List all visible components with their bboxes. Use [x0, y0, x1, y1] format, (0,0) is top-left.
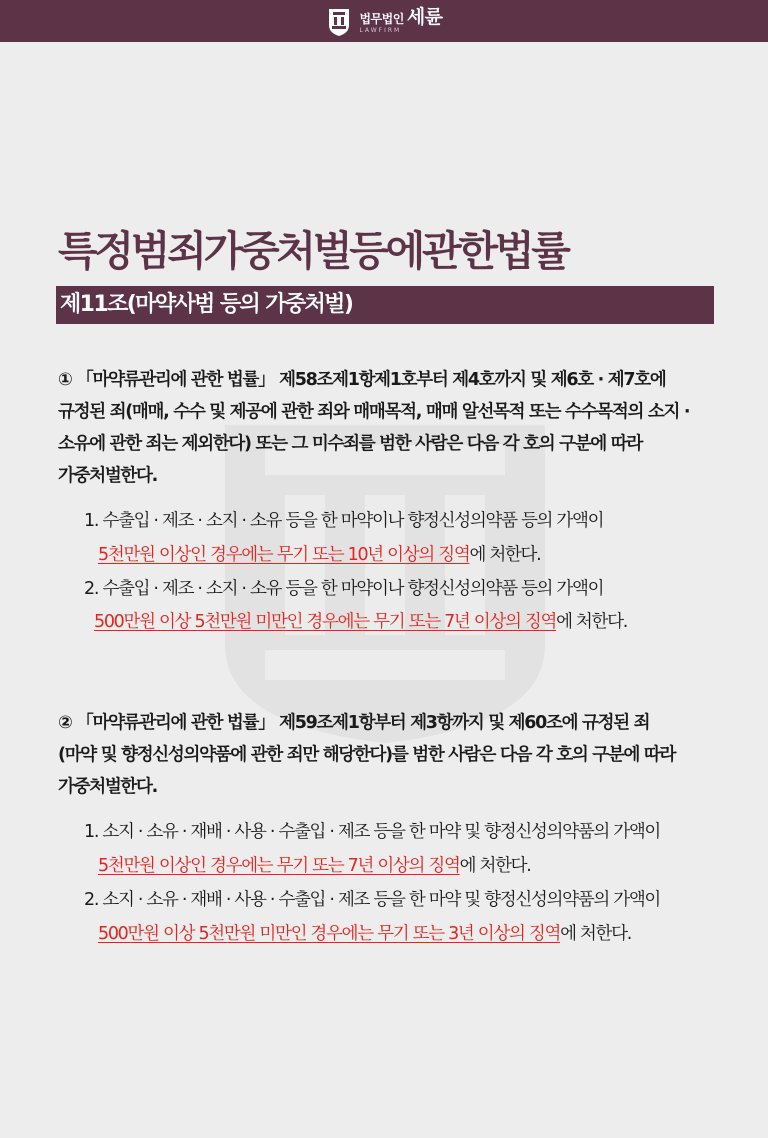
clause-1-item-1-lead: 1. 수출입 · 제조 · 소지 · 소유 등을 한 마약이나 향정신성의약품 등의 가액이 — [84, 511, 604, 531]
firm-name: 세륜 — [406, 6, 443, 28]
article-title: 제11조(마약사범 등의 가중처벌) — [56, 286, 714, 324]
firm-subtitle: LAWFIRM — [359, 27, 402, 34]
penalty-tail: 에 처한다. — [469, 545, 541, 565]
clause-2-item-2-lead: 2. 소지 · 소유 · 재배 · 사용 · 수출입 · 제조 등을 한 마약 및 향정신성의약품의 가액이 — [84, 890, 661, 910]
clause-2-line: ② 「마약류관리에 관한 법률」 제59조제1항부터 제3항까지 및 제60조에 규정된 죄 — [58, 713, 650, 733]
firm-emblem-icon — [325, 5, 353, 37]
penalty-tail: 에 처한다. — [459, 856, 531, 876]
firm-type-label: 법무법인 — [359, 12, 404, 26]
penalty-text: 5천만원 이상인 경우에는 무기 또는 7년 이상의 징역 — [98, 856, 460, 876]
clause-1-item-1-penalty-line — [98, 538, 738, 572]
clause-1-line: 소유에 관한 죄는 제외한다) 또는 그 미수죄를 범한 사람은 다음 각 호의 구분에 따라 — [58, 434, 642, 454]
clause-1-item-2-penalty-line — [94, 605, 734, 639]
clause-2-line: 가중처벌한다. — [58, 777, 157, 797]
clause-1-line: ① 「마약류관리에 관한 법률」 제58조제1항제1호부터 제4호까지 및 제6호 · 제7호에 — [58, 370, 666, 390]
penalty-text: 500만원 이상 5천만원 미만인 경우에는 무기 또는 3년 이상의 징역 — [98, 924, 561, 944]
penalty-tail: 에 처한다. — [560, 924, 632, 944]
clause-1-line: 가중처벌한다. — [58, 466, 157, 486]
law-title: 특정범죄가중처벌등에관한법률 — [58, 227, 568, 275]
clause-2-line: (마약 및 향정신성의약품에 관한 죄만 해당한다)를 범한 사람은 다음 각 호의 구분에 따라 — [58, 745, 676, 765]
clause-1-text — [58, 364, 718, 492]
clause-1-line: 규정된 죄(매매, 수수 및 제공에 관한 죄와 매매목적, 매매 알선목적 또는 수수목적의 소지 · — [58, 402, 690, 422]
clause-2-item-1-lead: 1. 소지 · 소유 · 재배 · 사용 · 수출입 · 제조 등을 한 마약 및 향정신성의약품의 가액이 — [84, 822, 661, 842]
penalty-tail: 에 처한다. — [556, 612, 628, 632]
clause-2-item-2-penalty-line — [98, 917, 738, 951]
penalty-text: 5천만원 이상인 경우에는 무기 또는 10년 이상의 징역 — [98, 545, 470, 565]
clause-1-item-2-lead: 2. 수출입 · 제조 · 소지 · 소유 등을 한 마약이나 향정신성의약품 등의 가액이 — [84, 579, 604, 599]
header-bar — [0, 0, 768, 42]
penalty-text: 500만원 이상 5천만원 미만인 경우에는 무기 또는 7년 이상의 징역 — [94, 612, 557, 632]
firm-logo — [325, 5, 442, 37]
clause-2-item-1-penalty-line — [98, 849, 738, 883]
clause-2-text — [58, 707, 718, 803]
